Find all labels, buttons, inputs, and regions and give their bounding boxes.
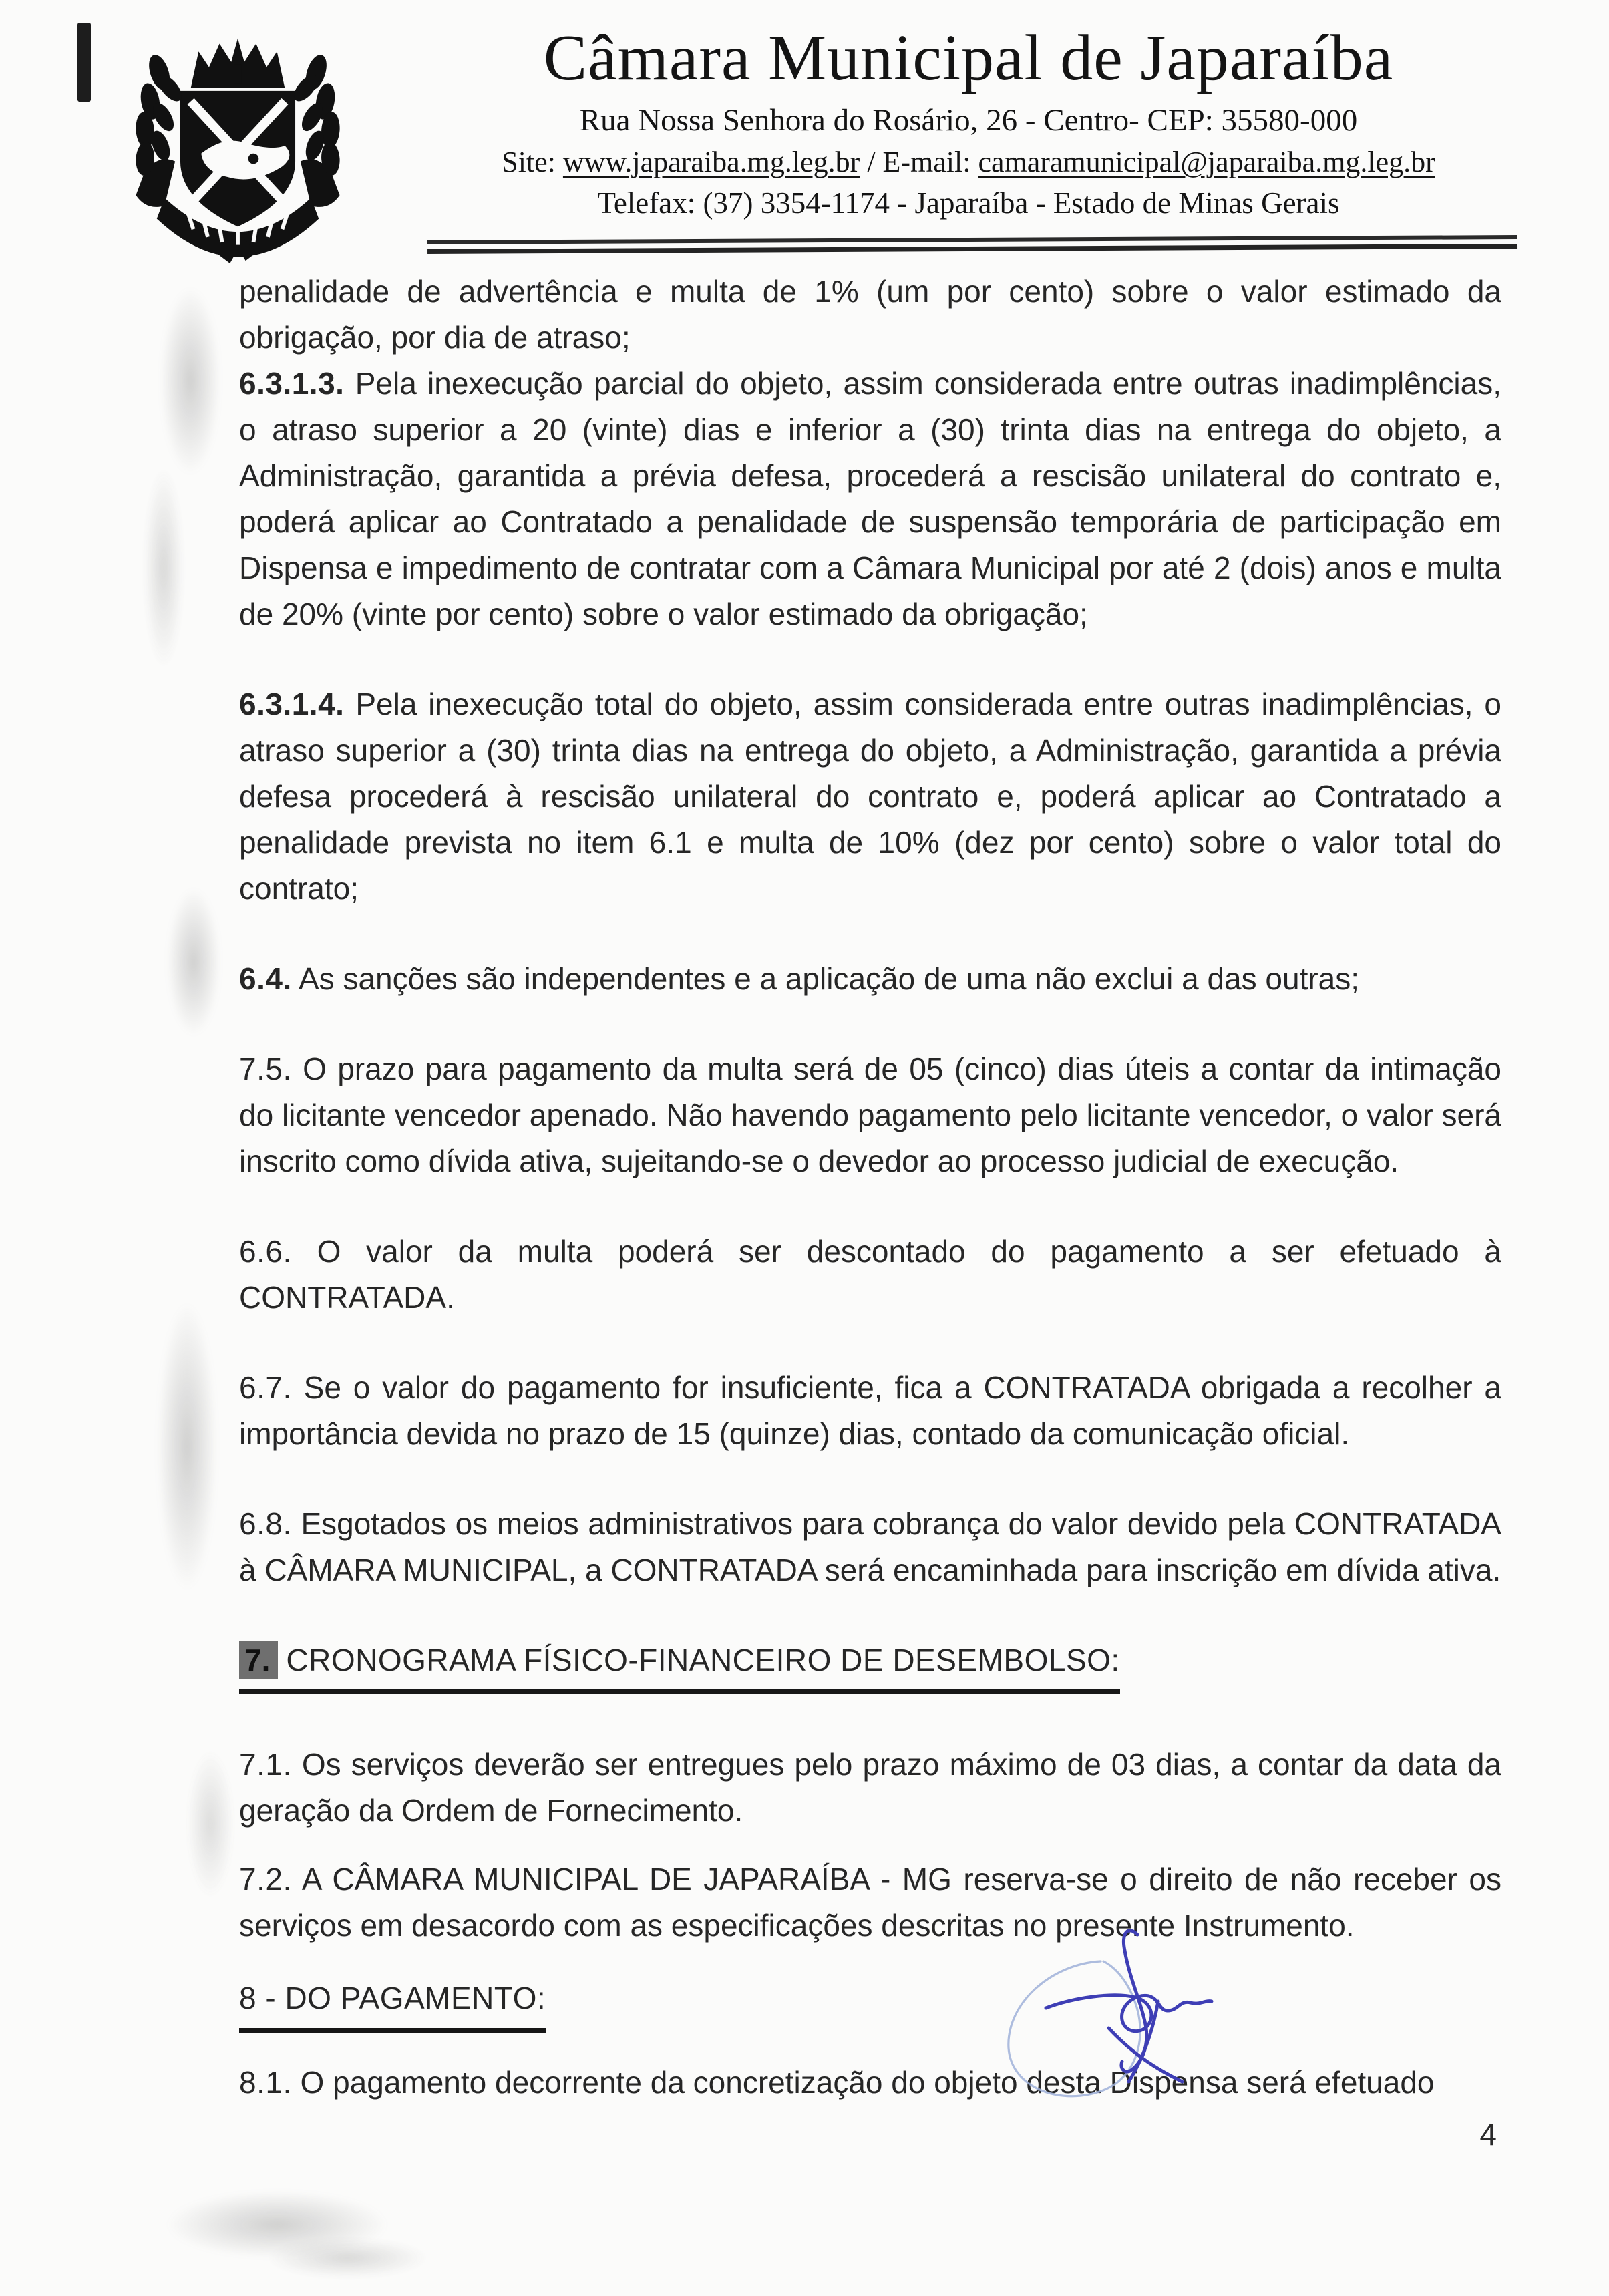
email-link: camaramunicipal@japaraiba.mg.leg.br bbox=[978, 145, 1435, 178]
paragraph-text: O pagamento decorrente da concretização do objeto desta Dispensa será efetuado bbox=[300, 2065, 1435, 2100]
contact-line bbox=[414, 145, 1523, 179]
paragraph-continuation bbox=[239, 269, 1501, 361]
clause-number: 7.2. bbox=[239, 1862, 292, 1897]
site-label: Site: bbox=[502, 145, 556, 178]
paragraph-text: Pela inexecução total do objeto, assim considerada entre outras inadimplências, o atraso superior a (30) trinta dias na entrega do objeto, a Administração, garantida a prévia defesa procederá à rescisão unilateral do contrato e, poderá aplicar ao Contratado a penalidade prevista no item 6.1 e multa de 10% (dez por cento) sobre o valor total do contrato; bbox=[239, 687, 1502, 906]
clause-number: 6.6. bbox=[239, 1234, 292, 1269]
scan-smudge bbox=[267, 2238, 427, 2278]
section-8-heading-text: 8 - DO PAGAMENTO: bbox=[239, 1975, 546, 2033]
header-divider bbox=[427, 235, 1517, 254]
paragraph-6-3-1-3 bbox=[239, 361, 1501, 637]
paragraph-6-4 bbox=[239, 956, 1501, 1002]
paragraph-text: As sanções são independentes e a aplicação de uma não exclui a das outras; bbox=[298, 961, 1360, 996]
clause-number: 6.7. bbox=[239, 1370, 292, 1405]
paragraph-6-6 bbox=[239, 1228, 1501, 1321]
scan-artifact-bar bbox=[77, 23, 91, 102]
clause-number: 8.1. bbox=[239, 2065, 292, 2100]
paragraph-7-1 bbox=[239, 1742, 1501, 1834]
paragraph-7-2 bbox=[239, 1856, 1501, 1949]
scan-smudge bbox=[167, 888, 220, 1035]
scan-smudge bbox=[160, 287, 220, 474]
paragraph-text: Pela inexecução parcial do objeto, assim considerada entre outras inadimplências, o atraso superior a 20 (vinte) dias e inferior a (30) trinta dias na entrega do objeto, a Administração, garantida a prévia defesa, procederá a rescisão unilateral do contrato e, poderá aplicar ao Contratado a penalidade de suspensão temporária de participação em Dispensa e impedimento de contratar com a Câmara Municipal por até 2 (dois) anos e multa de 20% (vinte por cento) sobre o valor estimado da obrigação; bbox=[239, 366, 1501, 631]
paragraph-text: penalidade de advertência e multa de 1% (um por cento) sobre o valor estimado da obrigação, por dia de atraso; bbox=[239, 274, 1501, 355]
paragraph-7-5 bbox=[239, 1046, 1501, 1184]
clause-number: 7.1. bbox=[239, 1747, 292, 1782]
document-body bbox=[239, 269, 1501, 2150]
telefax-line: Telefax: (37) 3354-1174 - Japaraíba - Estado de Minas Gerais bbox=[597, 186, 1340, 220]
scan-smudge bbox=[157, 1303, 217, 1590]
letterhead bbox=[414, 24, 1523, 220]
paragraph-text: Esgotados os meios administrativos para cobrança do valor devido pela CONTRATADA à CÂMARA MUNICIPAL, a CONTRATADA será encaminhada para inscrição em dívida ativa. bbox=[239, 1506, 1501, 1587]
scan-smudge bbox=[144, 468, 184, 668]
highlighted-section-number: 7. bbox=[239, 1641, 278, 1679]
clause-number: 7.5. bbox=[239, 1051, 292, 1086]
paragraph-text: Os serviços deverão ser entregues pelo prazo máximo de 03 dias, a contar da data da geração da Ordem de Fornecimento. bbox=[239, 1747, 1501, 1828]
japaraiba-coat-of-arms-logo bbox=[102, 28, 374, 263]
paragraph-text: Se o valor do pagamento for insuficiente, fica a CONTRATADA obrigada a recolher a importância devida no prazo de 15 (quinze) dias, contado da comunicação oficial. bbox=[239, 1370, 1501, 1451]
paragraph-text: O prazo para pagamento da multa será de 05 (cinco) dias úteis a contar da intimação do licitante vencedor apenado. Não havendo pagamento pelo licitante vencedor, o valor será inscrito como dívida ativa, sujeitando-se o devedor ao processo judicial de execução. bbox=[239, 1051, 1501, 1178]
website-link: www.japaraiba.mg.leg.br bbox=[562, 145, 860, 178]
section-7-heading bbox=[239, 1637, 1501, 1694]
paragraph-6-8 bbox=[239, 1501, 1501, 1593]
section-7-heading-text: CRONOGRAMA FÍSICO-FINANCEIRO DE DESEMBOLSO: bbox=[286, 1643, 1120, 1677]
clause-number: 6.4. bbox=[239, 961, 292, 996]
paragraph-text: O valor da multa poderá ser descontado do pagamento a ser efetuado à CONTRATADA. bbox=[239, 1234, 1502, 1315]
page-number: 4 bbox=[1479, 2117, 1497, 2152]
email-label: / E-mail: bbox=[867, 145, 971, 178]
paragraph-6-7 bbox=[239, 1365, 1501, 1457]
section-8-heading bbox=[239, 1975, 1501, 2033]
clause-number: 6.3.1.4. bbox=[239, 687, 345, 721]
clause-number: 6.3.1.3. bbox=[239, 366, 345, 401]
paragraph-6-3-1-4 bbox=[239, 681, 1501, 912]
scan-smudge bbox=[187, 1750, 234, 1897]
organization-title: Câmara Municipal de Japaraíba bbox=[543, 22, 1394, 94]
paragraph-text: A CÂMARA MUNICIPAL DE JAPARAÍBA - MG reserva-se o direito de não receber os serviços em desacordo com as especificações descritas no presente Instrumento. bbox=[239, 1862, 1501, 1943]
paragraph-8-1 bbox=[239, 2060, 1501, 2106]
clause-number: 6.8. bbox=[239, 1506, 292, 1541]
address-line: Rua Nossa Senhora do Rosário, 26 - Centro- CEP: 35580-000 bbox=[579, 102, 1358, 138]
